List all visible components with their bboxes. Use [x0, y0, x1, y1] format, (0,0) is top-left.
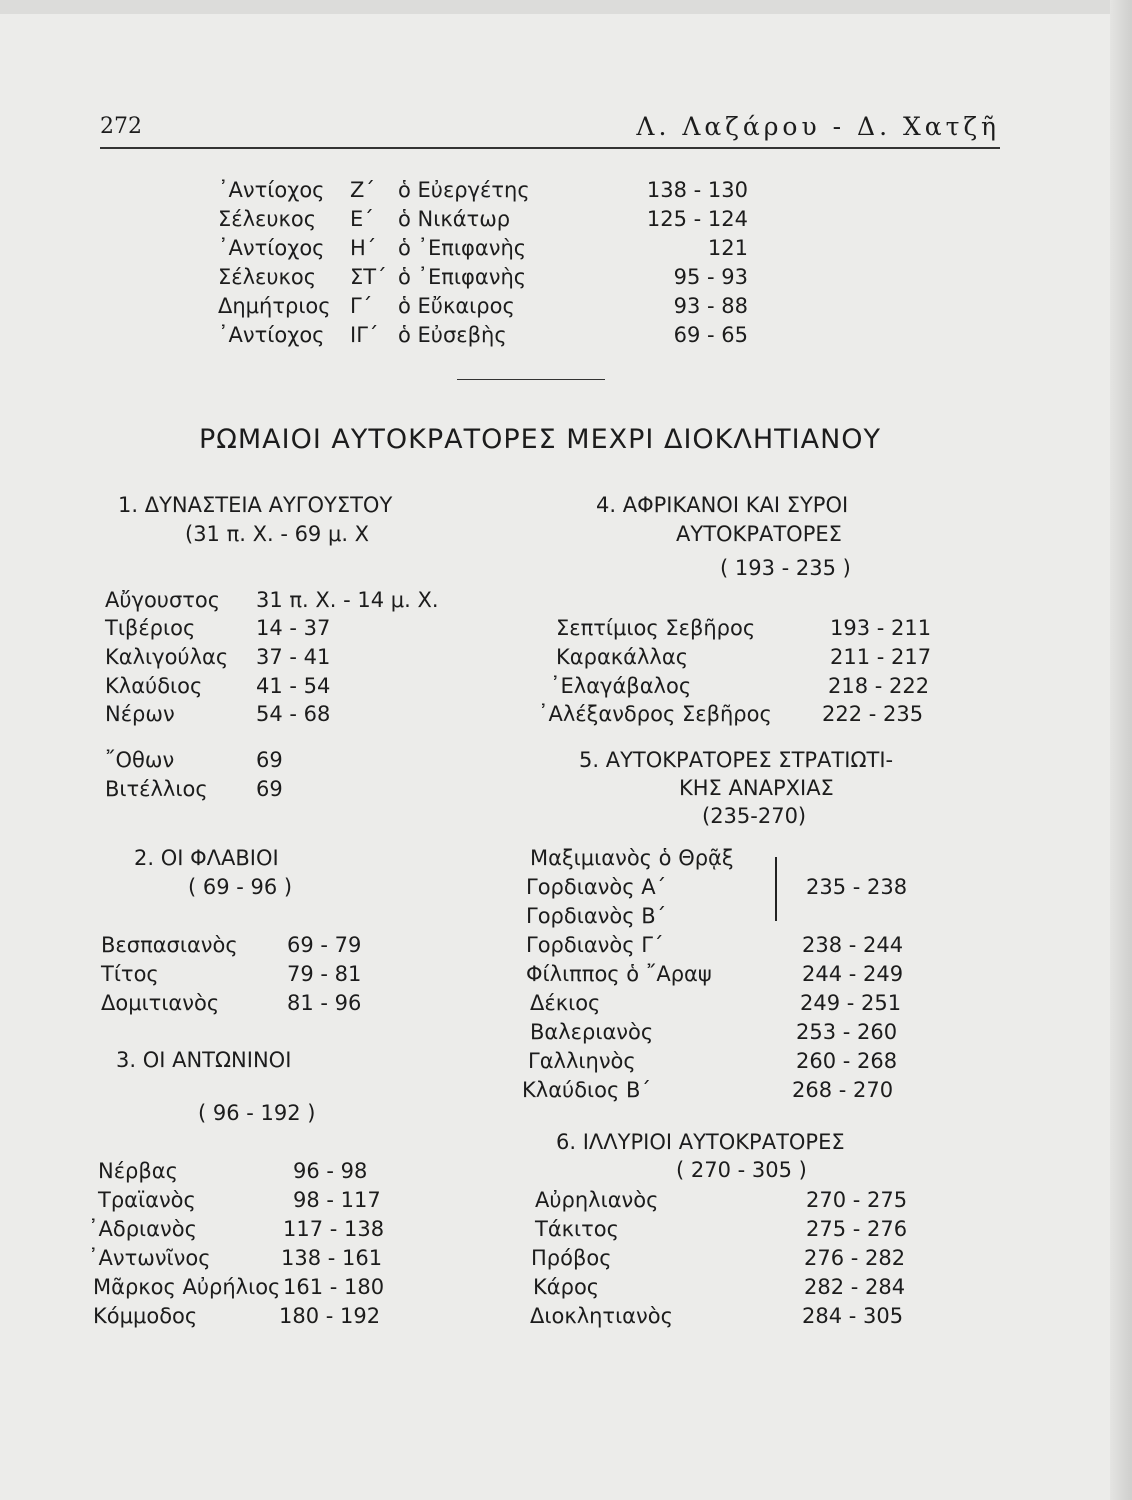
list-item-years: 69 - 79 [287, 933, 362, 957]
list-item-name: Δομιτιανὸς [101, 991, 220, 1015]
list-item-name: Τίτος [101, 962, 159, 986]
list-item-years: 180 - 192 [279, 1304, 381, 1328]
list-item-years: 282 - 284 [804, 1275, 906, 1299]
list-item-years: 37 - 41 [256, 645, 331, 669]
list-item-name: Κόμμοδος [93, 1304, 198, 1328]
section3-subheading: ( 96 - 192 ) [198, 1101, 316, 1125]
list-item-name: Βαλεριανὸς [530, 1020, 654, 1044]
list-item-name: Αὐρηλιανὸς [535, 1188, 659, 1212]
list-item-years: 161 - 180 [283, 1275, 385, 1299]
list-item-name: Κάρος [533, 1275, 600, 1299]
list-item-years: 98 - 117 [293, 1188, 381, 1212]
list-item-name: ᾿Αδριανὸς [88, 1217, 197, 1241]
list-item-years: 284 - 305 [802, 1304, 904, 1328]
list-item-name: Φίλιππος ὁ ῎Αραψ [526, 962, 712, 986]
page-title: ΡΩΜΑΙΟΙ ΑΥΤΟΚΡΑΤΟΡΕΣ ΜΕΧΡΙ ΔΙΟΚΛΗΤΙΑΝΟΥ [198, 424, 882, 455]
running-title: Λ. Λαζάρου - Δ. Χατζῆ [636, 112, 1000, 141]
list-item-years: 275 - 276 [806, 1217, 908, 1241]
list-item-name: Βεσπασιανὸς [101, 933, 238, 957]
section1-heading: 1. ΔΥΝΑΣΤΕΙΑ ΑΥΓΟΥΣΤΟΥ [118, 493, 393, 517]
list-item-name: Κλαύδιος [105, 674, 203, 698]
list-item-years: 96 - 98 [293, 1159, 368, 1183]
list-item-years: 211 - 217 [830, 645, 932, 669]
list-item-name: Τραϊανὸς [98, 1188, 196, 1212]
section6-heading: 6. ΙΛΛΥΡΙΟΙ ΑΥΤΟΚΡΑΤΟΡΕΣ [556, 1130, 845, 1154]
list-item-years: 244 - 249 [802, 962, 904, 986]
list-item-years: 81 - 96 [287, 991, 362, 1015]
list-item-years: 69 [256, 748, 283, 772]
seleucid-row: Σέλευκος ΣΤ΄ ὁ ᾿Επιφανὴς 95 - 93 [218, 265, 748, 289]
list-item-name: Σεπτίμιος Σεβῆρος [556, 616, 756, 640]
list-item-name: Κλαύδιος Β΄ [522, 1078, 651, 1102]
seleucid-row: ᾿Αντίοχος ΙΓ΄ ὁ Εὐσεβὴς 69 - 65 [218, 323, 748, 347]
seleucid-row: ᾿Αντίοχος Η΄ ὁ ᾿Επιφανὴς 121 [218, 236, 748, 260]
section3-heading: 3. ΟΙ ΑΝΤΩΝΙΝΟΙ [116, 1048, 292, 1072]
list-item-years: 138 - 161 [281, 1246, 383, 1270]
list-item-years: 14 - 37 [256, 616, 331, 640]
list-item-years: 222 - 235 [822, 702, 924, 726]
list-item-name: Διοκλητιανὸς [530, 1304, 673, 1328]
list-item-name: ᾿Αντωνῖνος [88, 1246, 211, 1270]
list-item-name: Νέρων [105, 702, 175, 726]
list-item-name: Μαξιμιανὸς ὁ Θρᾷξ [530, 846, 734, 870]
list-item-name: Καρακάλλας [556, 645, 689, 669]
section1-subheading: (31 π. Χ. - 69 μ. Χ [185, 522, 370, 546]
list-item-years: 235 - 238 [806, 875, 908, 899]
section4-subheading: ( 193 - 235 ) [720, 556, 851, 580]
list-item-years: 69 [256, 777, 283, 801]
seleucid-row: Σέλευκος Ε΄ ὁ Νικάτωρ 125 - 124 [218, 207, 748, 231]
section5-heading: 5. ΑΥΤΟΚΡΑΤΟΡΕΣ ΣΤΡΑΤΙΩΤΙ- [579, 748, 894, 772]
section4-heading: 4. ΑΦΡΙΚΑΝΟΙ ΚΑΙ ΣΥΡΟΙ [596, 493, 849, 517]
list-item-name: Νέρβας [98, 1159, 178, 1183]
list-item-name: Τάκιτος [535, 1217, 619, 1241]
group-bracket [775, 857, 777, 921]
seleucid-row: ᾿Αντίοχος Ζ΄ ὁ Εὐεργέτης 138 - 130 [218, 178, 748, 202]
page-right-edge [1110, 0, 1132, 1500]
list-item-name: Καλιγούλας [105, 645, 229, 669]
list-item-years: 54 - 68 [256, 702, 331, 726]
list-item-years: 193 - 211 [830, 616, 932, 640]
list-item-name: Γαλλιηνὸς [528, 1049, 636, 1073]
section4-heading-cont: ΑΥΤΟΚΡΑΤΟΡΕΣ [676, 522, 842, 546]
page-top-edge [0, 0, 1132, 14]
list-item-name: ᾿Αλέξανδρος Σεβῆρος [538, 702, 772, 726]
seleucid-list [218, 178, 778, 352]
list-item-years: 249 - 251 [800, 991, 902, 1015]
list-item-years: 79 - 81 [287, 962, 362, 986]
list-item-name: Γορδιανὸς Α΄ [526, 875, 667, 899]
header-rule [100, 147, 1000, 149]
page-number: 272 [100, 114, 142, 139]
list-item-years: 253 - 260 [796, 1020, 898, 1044]
list-item-name: Βιτέλλιος [105, 777, 208, 801]
section5-subheading: (235-270) [702, 804, 807, 828]
section2-heading: 2. ΟΙ ΦΛΑΒΙΟΙ [134, 846, 279, 870]
list-item-years: 268 - 270 [792, 1078, 894, 1102]
section-divider [457, 379, 605, 380]
list-item-years: 270 - 275 [806, 1188, 908, 1212]
page-header [100, 108, 1000, 148]
list-item-name: Γορδιανὸς Β΄ [526, 904, 667, 928]
list-item-years: 31 π. Χ. - 14 μ. Χ. [256, 588, 439, 612]
list-item-name: Δέκιος [530, 991, 601, 1015]
list-item-name: Γορδιανὸς Γ΄ [526, 933, 664, 957]
section6-subheading: ( 270 - 305 ) [676, 1158, 807, 1182]
list-item-years: 238 - 244 [802, 933, 904, 957]
list-item-name: ᾿Ελαγάβαλος [550, 674, 692, 698]
list-item-name: Πρόβος [531, 1246, 612, 1270]
list-item-years: 218 - 222 [828, 674, 930, 698]
section5-heading-cont: ΚΗΣ ΑΝΑΡΧΙΑΣ [679, 776, 834, 800]
list-item-name: Μᾶρκος Αὐρήλιος [93, 1275, 281, 1299]
list-item-years: 276 - 282 [804, 1246, 906, 1270]
list-item-years: 117 - 138 [283, 1217, 385, 1241]
list-item-name: Αὔγουστος [105, 588, 221, 612]
list-item-name: Τιβέριος [105, 616, 196, 640]
section2-subheading: ( 69 - 96 ) [188, 875, 293, 899]
list-item-years: 41 - 54 [256, 674, 331, 698]
list-item-name: ῎Οθων [105, 748, 175, 772]
list-item-years: 260 - 268 [796, 1049, 898, 1073]
seleucid-row: Δημήτριος Γ΄ ὁ Εὔκαιρος 93 - 88 [218, 294, 748, 318]
